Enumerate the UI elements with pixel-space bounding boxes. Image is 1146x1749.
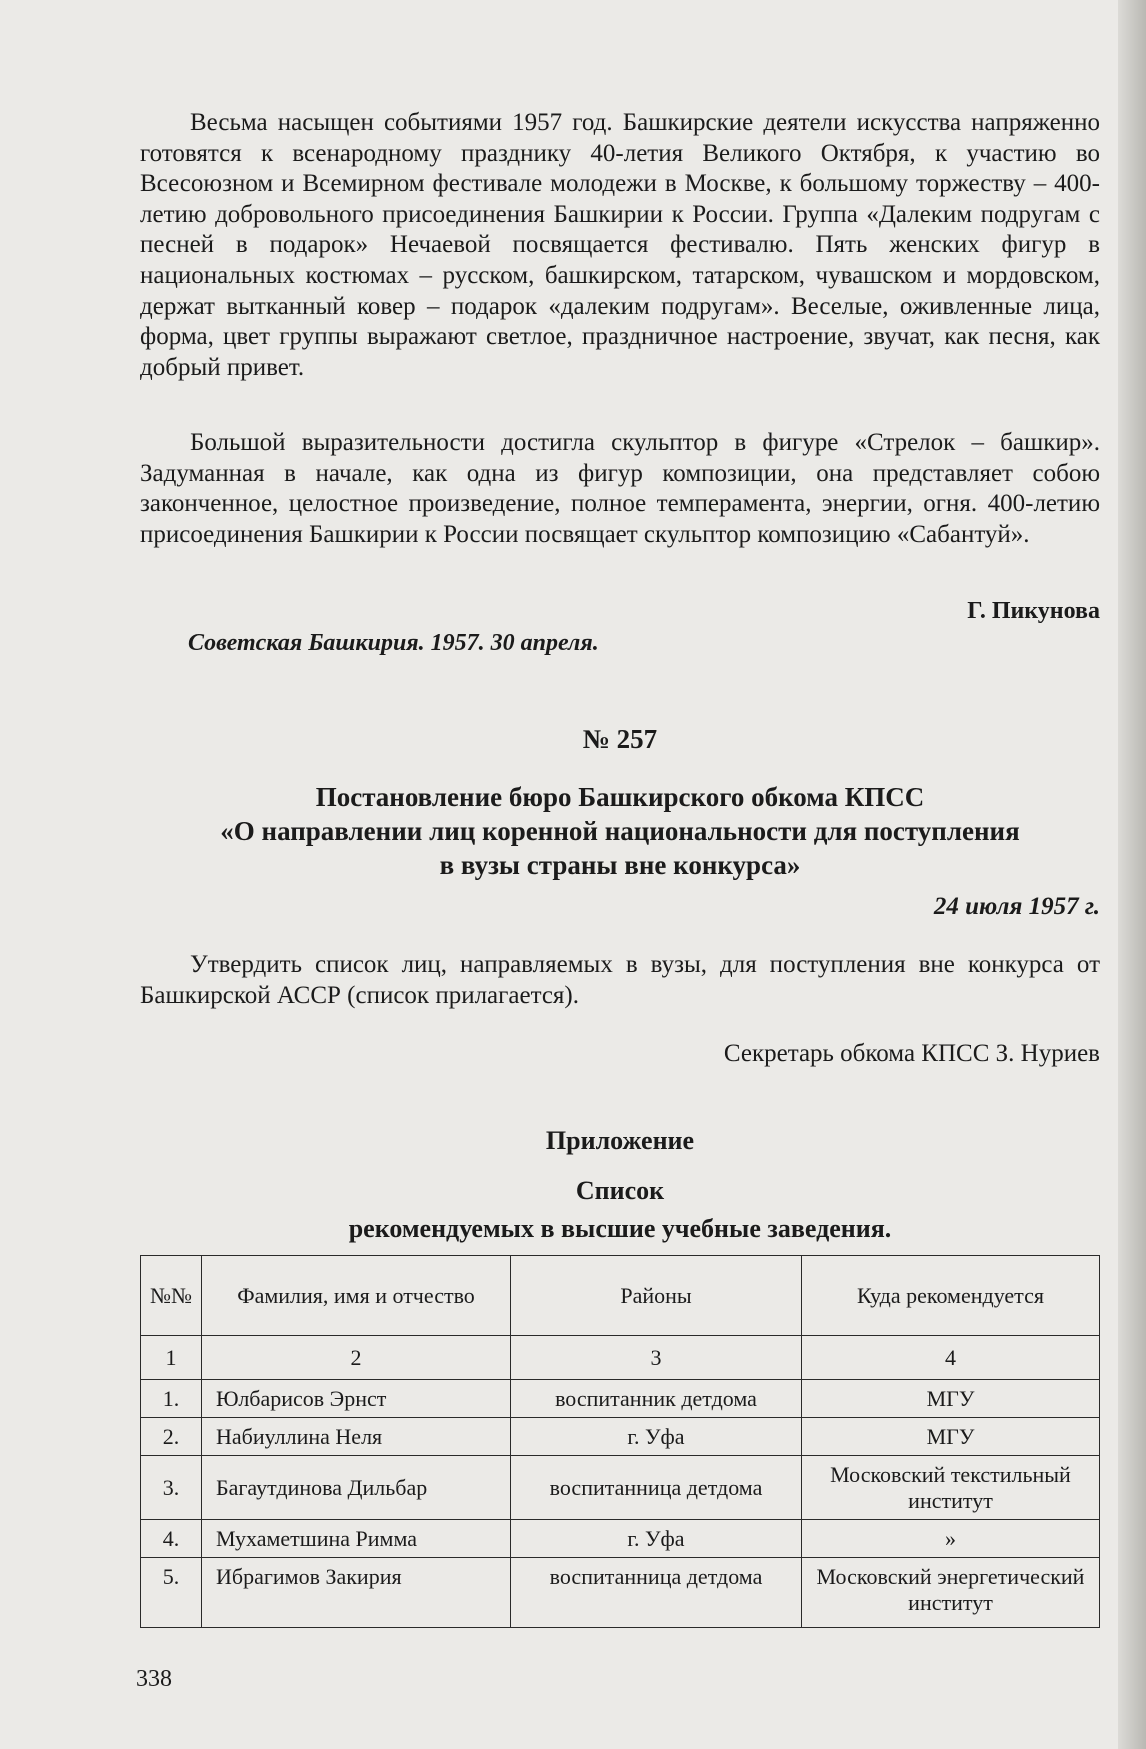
- paragraph-strelok: Большой выразительности достигла скульптор в фигуре «Стрелок – башкир». Задуманная в начале, как одна из фигур композиции, она представляет собою законченное, целостное произведение, полное темперамента, энергии, огня. 400-летию присоединения Башкирии к России посвящает скульптор композицию «Сабантуй».: [140, 429, 1100, 548]
- list-title: Список: [575, 1176, 665, 1205]
- column-numbers-row: [141, 1336, 1100, 1380]
- row-district: г. Уфа: [511, 1520, 802, 1558]
- row-destination: »: [802, 1520, 1100, 1558]
- row-district: воспитанник детдома: [511, 1380, 802, 1418]
- table-row: [141, 1418, 1100, 1456]
- header-name: Фамилия, имя и отчество: [202, 1256, 511, 1336]
- row-name: Мухаметшина Римма: [202, 1520, 511, 1558]
- table-row: [141, 1520, 1100, 1558]
- row-name: Набиуллина Неля: [202, 1418, 511, 1456]
- title-line-2: «О направлении лиц коренной национальности для поступления: [220, 816, 1020, 846]
- row-number: 1.: [141, 1380, 202, 1418]
- colnum-3: 3: [511, 1336, 802, 1380]
- row-name: Ибрагимов Закирия: [202, 1558, 511, 1628]
- row-district: воспитанница детдома: [511, 1456, 802, 1520]
- book-binding-edge: [1118, 0, 1146, 1749]
- appendix-heading: Приложение: [545, 1126, 695, 1155]
- title-line-1: Постановление бюро Башкирского обкома КПСС: [315, 782, 925, 812]
- article-source: Советская Башкирия. 1957. 30 апреля.: [188, 630, 599, 656]
- document-title: [140, 780, 1100, 882]
- table-row: [141, 1380, 1100, 1418]
- colnum-2: 2: [202, 1336, 511, 1380]
- document-body: Утвердить список лиц, направляемых в вузы, для поступления вне конкурса от Башкирской АССР (список прилагается).: [140, 951, 1100, 1009]
- row-number: 4.: [141, 1520, 202, 1558]
- title-line-3: в вузы страны вне конкурса»: [439, 850, 801, 880]
- header-destination: Куда рекомендуется: [802, 1256, 1100, 1336]
- row-number: 3.: [141, 1456, 202, 1520]
- document-date: 24 июля 1957 г.: [933, 893, 1100, 920]
- header-district: Районы: [511, 1256, 802, 1336]
- header-number: №№: [141, 1256, 202, 1336]
- row-district: воспитанница детдома: [511, 1558, 802, 1628]
- row-district: г. Уфа: [511, 1418, 802, 1456]
- page-number: 338: [136, 1666, 172, 1692]
- colnum-1: 1: [141, 1336, 202, 1380]
- row-destination: МГУ: [802, 1418, 1100, 1456]
- row-name: Юлбарисов Эрнст: [202, 1380, 511, 1418]
- document-number: № 257: [582, 724, 658, 754]
- table-row: [141, 1456, 1100, 1520]
- colnum-4: 4: [802, 1336, 1100, 1380]
- row-name: Багаутдинова Дильбар: [202, 1456, 511, 1520]
- row-number: 2.: [141, 1418, 202, 1456]
- article-author: Г. Пикунова: [967, 598, 1100, 624]
- recommendation-table: [140, 1255, 1100, 1628]
- row-destination: Московский текстильный институт: [802, 1456, 1100, 1520]
- paragraph-festival: Весьма насыщен событиями 1957 год. Башкирские деятели искусства напряженно готовятся к всенародному празднику 40-летия Великого Октября, к участию во Всесоюзном и Всемирном фестивале молодежи в Москве, к большому торжеству – 400-летию добровольного присоединения Башкирии к России. Группа «Далеким подругам с песней в подарок» Нечаевой посвящается фестивалю. Пять женских фигур в национальных костюмах – русском, башкирском, татарском, чувашском и мордовском, держат вытканный ковер – подарок «далеким подругам». Веселые, оживленные лица, форма, цвет группы выражают светлое, праздничное настроение, звучат, как песня, как добрый привет.: [140, 109, 1100, 381]
- table-header-row: [141, 1256, 1100, 1336]
- table-row: [141, 1558, 1100, 1628]
- row-number: 5.: [141, 1558, 202, 1628]
- row-destination: МГУ: [802, 1380, 1100, 1418]
- document-signature: Секретарь обкома КПСС З. Нуриев: [723, 1040, 1100, 1067]
- list-subtitle: рекомендуемых в высшие учебные заведения.: [348, 1214, 892, 1243]
- row-destination: Московский энергетический институт: [802, 1558, 1100, 1628]
